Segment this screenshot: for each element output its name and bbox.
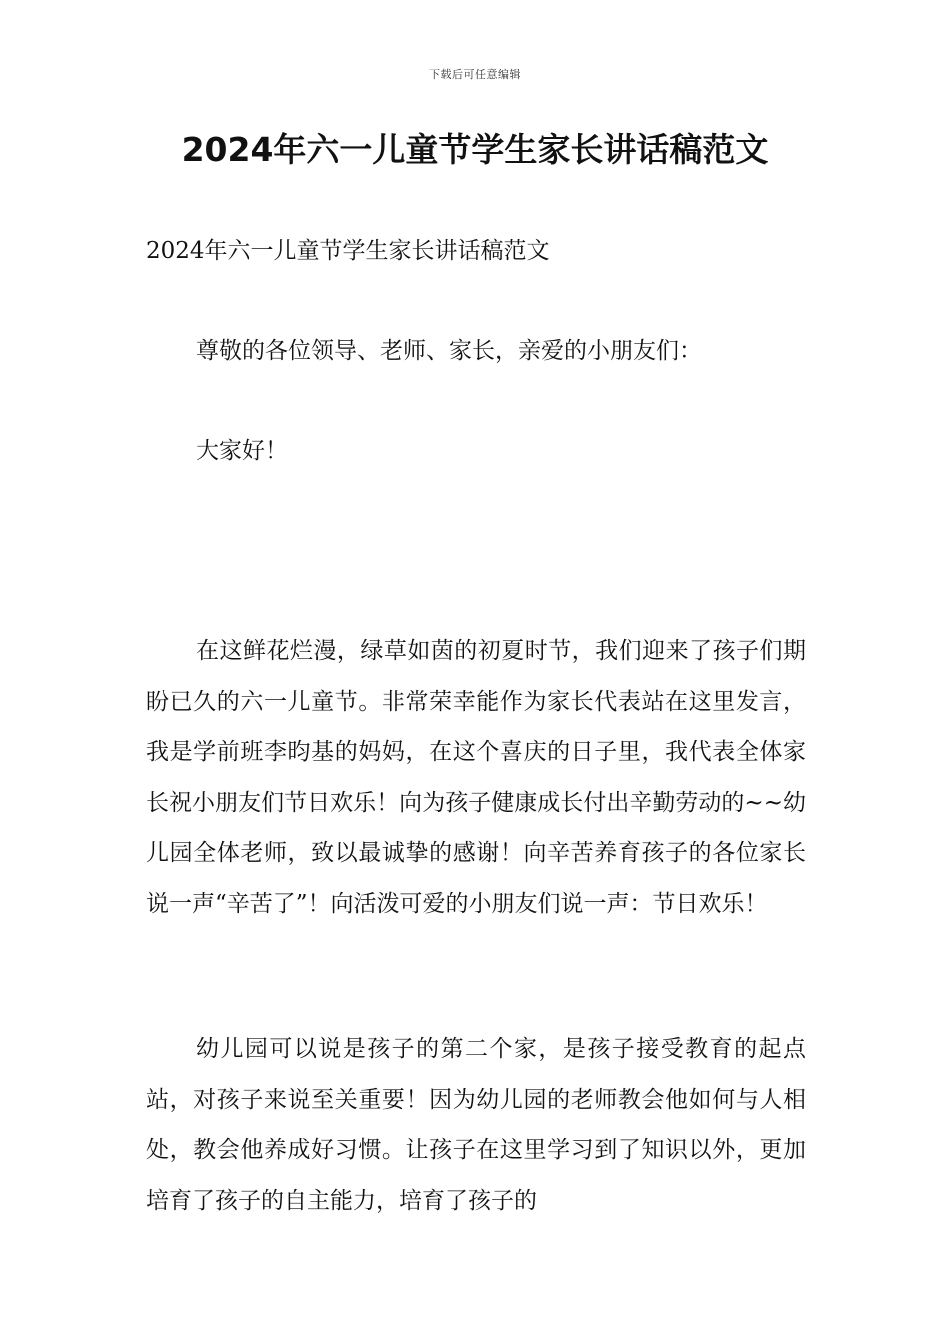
greeting: 大家好！ <box>196 438 288 464</box>
header-note: 下载后可任意编辑 <box>429 68 521 81</box>
document-subtitle: 2024年六一儿童节学生家长讲话稿范文 <box>146 238 550 264</box>
salutation: 尊敬的各位领导、老师、家长，亲爱的小朋友们： <box>196 338 702 364</box>
document-title: 2024年六一儿童节学生家长讲话稿范文 <box>181 130 769 169</box>
paragraph: 在这鲜花烂漫，绿草如茵的初夏时节，我们迎来了孩子们期盼已久的六一儿童节。非常荣幸能作为家长代表站在这里发言，我是学前班李昀基的妈妈，在这个喜庆的日子里，我代表全体家长祝小朋友们节日欢乐！向为孩子健康成长付出辛勤劳动的~~幼儿园全体老师，致以最诚挚的感谢！向辛苦养育孩子的各位家长说一声“辛苦了”！向活泼可爱的小朋友们说一声：节日欢乐！ <box>146 638 806 917</box>
paragraph: 幼儿园可以说是孩子的第二个家，是孩子接受教育的起点站，对孩子来说至关重要！因为幼儿园的老师教会他如何与人相处，教会他养成好习惯。让孩子在这里学习到了知识以外，更加培育了孩子的自主能力，培育了孩子的 <box>146 1036 806 1214</box>
